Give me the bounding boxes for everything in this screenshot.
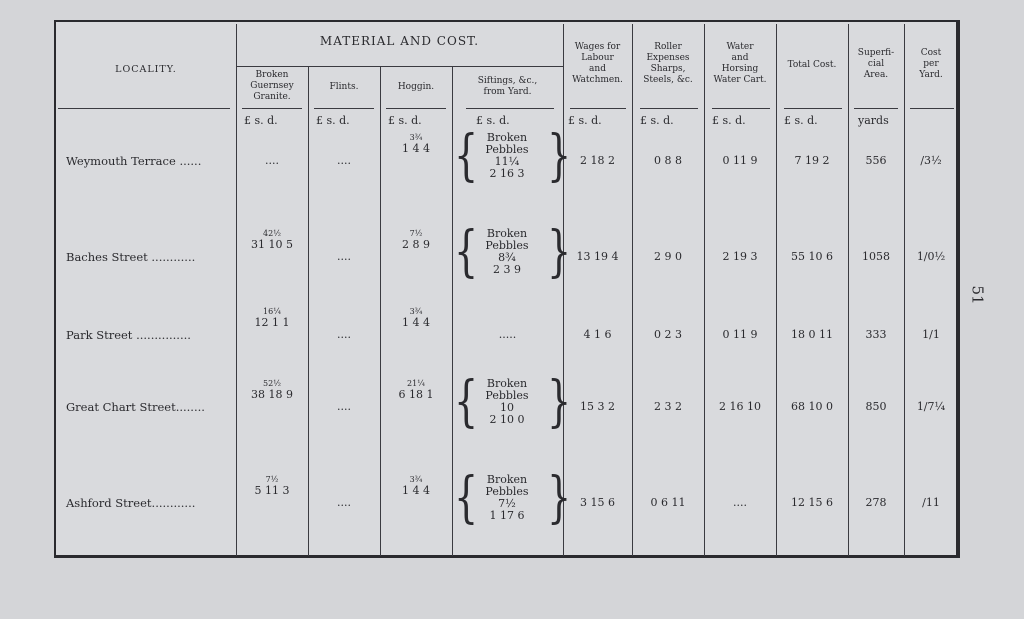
row-locality: Ashford Street............: [66, 496, 196, 510]
row-total: 18 0 11: [791, 328, 833, 341]
row-wages: 2 18 2: [580, 154, 615, 167]
unit-lsd: £ s. d.: [388, 114, 422, 127]
row-siftings: Broken Pebbles 11¼ 2 16 3: [485, 131, 529, 180]
granite-quantity: 52½: [263, 379, 281, 388]
hoggin-cost: 6 18 1: [398, 388, 434, 401]
granite-cost: 31 10 5: [251, 238, 293, 251]
row-cost-yard: /3½: [920, 154, 942, 167]
row-wages: 13 19 4: [576, 250, 619, 263]
hoggin-cost: 1 4 4: [402, 484, 430, 497]
row-hoggin: [380, 380, 452, 401]
row-locality: Weymouth Terrace ......: [66, 154, 202, 168]
flints-header: Flints.: [329, 82, 359, 92]
row-wages: 15 3 2: [580, 400, 615, 413]
row-granite: [236, 230, 308, 251]
granite-header: Broken Guernsey Granite.: [250, 70, 294, 102]
hoggin-quantity: 7½: [409, 229, 423, 238]
row-area: 278: [865, 496, 887, 509]
col-rule: [776, 24, 777, 556]
road-cost-table: [54, 20, 960, 558]
row-cost-yard: /11: [922, 496, 940, 509]
row-total: 12 15 6: [791, 496, 833, 509]
row-area: 556: [865, 154, 887, 167]
row-area: 333: [865, 328, 887, 341]
granite-cost: 5 11 3: [254, 484, 290, 497]
header-rule: [570, 108, 626, 109]
col-rule: [632, 24, 633, 556]
row-cost-yard: 1/0½: [916, 250, 946, 263]
row-cost-yard: 1/7¼: [916, 400, 946, 413]
brace-right: }: [547, 465, 572, 529]
col-rule: [904, 24, 905, 556]
granite-quantity: 7½: [265, 475, 279, 484]
hoggin-cost: 1 4 4: [402, 316, 430, 329]
unit-lsd: £ s. d.: [784, 114, 818, 127]
col-rule: [308, 66, 309, 556]
hoggin-cost: 1 4 4: [402, 142, 430, 155]
row-wages: 4 1 6: [583, 328, 612, 341]
hoggin-quantity: 3¾: [409, 307, 423, 316]
row-total: 55 10 6: [791, 250, 833, 263]
row-roller: 0 8 8: [654, 154, 682, 167]
header-rule: [466, 108, 554, 109]
roller-header: Roller Expenses Sharps, Steels, &c.: [643, 42, 693, 85]
hoggin-header: Hoggin.: [397, 82, 435, 92]
water-header: Water and Horsing Water Cart.: [713, 42, 767, 85]
row-hoggin: [380, 308, 452, 329]
row-flints: ....: [337, 328, 351, 341]
row-area: 850: [865, 400, 887, 413]
unit-lsd: £ s. d.: [640, 114, 674, 127]
header-rule: [784, 108, 842, 109]
row-hoggin: [380, 230, 452, 251]
row-water: 0 11 9: [722, 328, 758, 341]
brace-left: {: [454, 369, 479, 433]
hoggin-quantity: 3¾: [409, 133, 423, 142]
row-total: 7 19 2: [794, 154, 830, 167]
header-rule: [236, 66, 563, 67]
row-flints: ....: [337, 250, 351, 263]
material-cost-header: MATERIAL AND COST.: [319, 34, 480, 48]
row-flints: ....: [337, 154, 351, 167]
unit-lsd: £ s. d.: [712, 114, 746, 127]
total-header: Total Cost.: [787, 60, 837, 70]
row-roller: 2 3 2: [654, 400, 682, 413]
header-rule: [58, 108, 230, 109]
row-siftings: Broken Pebbles 8¾ 2 3 9: [485, 227, 529, 276]
hoggin-quantity: 3¾: [409, 475, 423, 484]
col-rule: [452, 66, 453, 556]
header-rule: [314, 108, 374, 109]
row-siftings: Broken Pebbles 7½ 1 17 6: [485, 473, 529, 522]
row-granite: [236, 476, 308, 497]
granite-cost: 12 1 1: [254, 316, 290, 329]
area-header: Superfi- cial Area.: [857, 48, 895, 80]
page-number: 51: [968, 285, 987, 305]
unit-yards: yards: [858, 114, 889, 127]
row-water: 2 16 10: [719, 400, 761, 413]
row-water: ....: [733, 496, 747, 509]
brace-right: }: [547, 369, 572, 433]
wages-header: Wages for Labour and Watchmen.: [572, 42, 623, 85]
header-rule: [386, 108, 446, 109]
brace-left: {: [454, 219, 479, 283]
unit-lsd: £ s. d.: [244, 114, 278, 127]
brace-left: {: [454, 123, 479, 187]
granite-cost: 38 18 9: [251, 388, 293, 401]
row-roller: 0 6 11: [650, 496, 686, 509]
hoggin-cost: 2 8 9: [402, 238, 430, 251]
row-flints: ....: [337, 496, 351, 509]
unit-lsd: £ s. d.: [316, 114, 350, 127]
brace-right: }: [547, 123, 572, 187]
brace-left: {: [454, 465, 479, 529]
row-roller: 0 2 3: [654, 328, 682, 341]
header-rule: [712, 108, 770, 109]
row-water: 2 19 3: [722, 250, 758, 263]
row-locality: Baches Street ............: [66, 250, 196, 264]
row-granite: ....: [265, 154, 279, 167]
header-rule: [242, 108, 302, 109]
siftings-header: Siftings, &c., from Yard.: [477, 76, 538, 97]
header-rule: [640, 108, 698, 109]
row-siftings: .....: [498, 328, 517, 341]
header-rule: [854, 108, 898, 109]
row-total: 68 10 0: [791, 400, 833, 413]
row-hoggin: [380, 476, 452, 497]
row-area: 1058: [862, 250, 890, 263]
granite-quantity: 42½: [263, 229, 281, 238]
row-wages: 3 15 6: [580, 496, 615, 509]
row-locality: Park Street ...............: [66, 328, 191, 342]
col-rule: [704, 24, 705, 556]
unit-lsd: £ s. d.: [568, 114, 602, 127]
row-granite: [236, 380, 308, 401]
brace-right: }: [547, 219, 572, 283]
locality-header: LOCALITY.: [115, 64, 177, 75]
granite-quantity: 16¼: [263, 307, 281, 316]
row-flints: ....: [337, 400, 351, 413]
header-rule: [910, 108, 954, 109]
row-cost-yard: 1/1: [922, 328, 940, 341]
row-locality: Great Chart Street........: [66, 400, 205, 414]
row-hoggin: [380, 134, 452, 155]
row-granite: [236, 308, 308, 329]
unit-lsd: £ s. d.: [476, 114, 510, 127]
row-water: 0 11 9: [722, 154, 758, 167]
hoggin-quantity: 21¼: [407, 379, 425, 388]
row-roller: 2 9 0: [654, 250, 682, 263]
row-siftings: Broken Pebbles 10 2 10 0: [485, 377, 529, 426]
col-rule: [848, 24, 849, 556]
cost-yard-header: Cost per Yard.: [919, 48, 943, 80]
